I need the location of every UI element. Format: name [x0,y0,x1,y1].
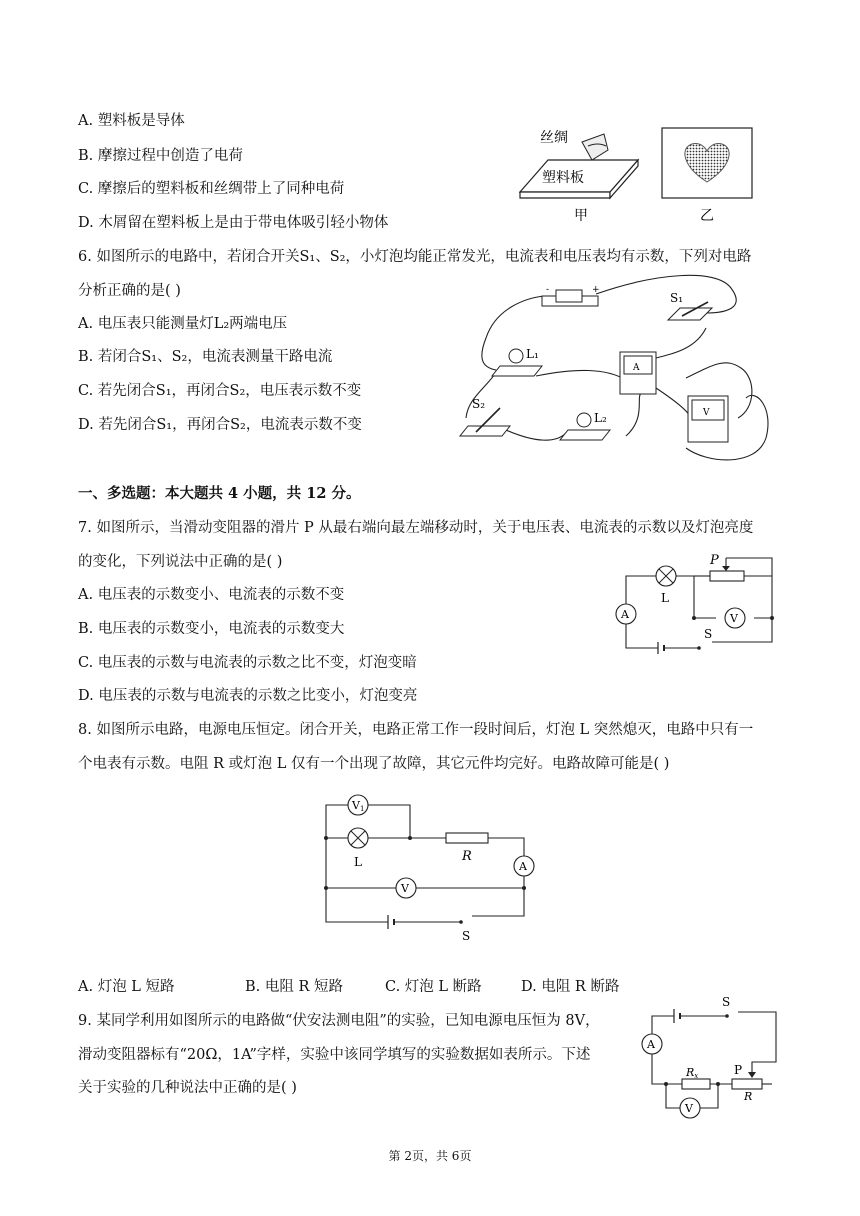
q8-option-a: A. 灯泡 L 短路 [78,979,175,995]
q7-option-d: D. 电压表的示数与电流表的示数之比变小，灯泡变亮 [78,688,418,704]
q9-label-r: R [744,1090,753,1103]
q5-caption-a: 甲 [574,208,588,224]
svg-text:+: + [592,285,600,295]
q6-label-ammeter: A [633,363,640,373]
q8-label-s: S [462,929,471,943]
q6-stem-1: 6. 如图所示的电路中，若闭合开关S₁、S₂，小灯泡均能正常发光，电流表和电压表均有示数，下列对电路 [78,249,752,265]
q5-caption-b: 乙 [700,208,714,224]
q9-label-a: A [647,1038,655,1051]
q6-option-a: A. 电压表只能测量灯L₂两端电压 [78,316,288,332]
q7-label-p: P [710,553,719,568]
q9-stem-3: 关于实验的几种说法中正确的是( ) [78,1080,297,1096]
q6-label-voltmeter: V [703,408,710,418]
q8-label-a: A [519,860,527,873]
q8-option-c: C. 灯泡 L 断路 [385,979,482,995]
q6-label-s2: S₂ [472,397,486,411]
q6-option-c: C. 若先闭合S₁，再闭合S₂，电压表示数不变 [78,383,362,399]
page-footer: 第 2页，共 6页 [388,1149,472,1163]
q8-label-l: L [354,855,362,869]
q9-stem-2: 滑动变阻器标有“20Ω，1A”字样，实验中该同学填写的实验数据如表所示。下述 [78,1047,591,1063]
q8-stem-1: 8. 如图所示电路，电源电压恒定。闭合开关，电路正常工作一段时间后，灯泡 L 突然熄灭，电路中只有一 [78,722,754,738]
q8-label-v: V [401,882,409,895]
q5-figure [512,120,772,230]
q5-option-d: D. 木屑留在塑料板上是由于带电体吸引轻小物体 [78,215,389,231]
q8-option-d: D. 电阻 R 断路 [521,979,620,995]
q9-label-v: V [685,1102,693,1115]
q8-stem-2: 个电表有示数。电阻 R 或灯泡 L 仅有一个出现了故障，其它元件均完好。电路故障可能是( ) [78,756,670,772]
q6-option-d: D. 若先闭合S₁，再闭合S₂，电流表示数不变 [78,417,362,433]
q6-figure [456,268,776,468]
q5-option-b: B. 摩擦过程中创造了电荷 [78,148,243,164]
svg-text:-: - [546,285,550,295]
section-header: 一、多选题：本大题共 4 小题，共 12 分。 [78,485,361,502]
q9-label-rx-sub: x [694,1072,699,1080]
q7-option-b: B. 电压表的示数变小，电流表的示数变大 [78,621,345,637]
q5-label-silk: 丝绸 [540,130,568,146]
q9-label-s: S [722,995,731,1009]
q6-stem-2: 分析正确的是( ) [78,283,181,299]
q8-label-r: R [462,849,472,864]
q5-option-a: A. 塑料板是导体 [78,113,185,129]
q9-label-rx-main: R [686,1066,695,1079]
q7-stem-2: 的变化，下列说法中正确的是( ) [78,554,283,570]
q6-label-s1: S₁ [670,291,684,305]
q7-option-a: A. 电压表的示数变小、电流表的示数不变 [78,587,345,603]
q8-figure [314,782,554,944]
q9-label-p: P [734,1063,743,1077]
q8-label-v1-main: V [352,799,360,812]
q5-label-board: 塑料板 [542,170,584,186]
q6-option-b: B. 若闭合S₁、S₂，电流表测量干路电流 [78,349,333,365]
q7-stem-1: 7. 如图所示，当滑动变阻器的滑片 P 从最右端向最左端移动时，关于电压表、电流表的示数以及灯泡亮度 [78,520,754,536]
q6-label-l1: L₁ [526,347,539,361]
q7-option-c: C. 电压表的示数与电流表的示数之比不变，灯泡变暗 [78,655,417,671]
q7-label-a: A [621,608,629,621]
q9-label-rx [685,1066,698,1080]
q7-label-v: V [730,612,738,625]
q7-label-s: S [704,627,713,641]
q8-option-b: B. 电阻 R 短路 [245,979,344,995]
q7-label-l: L [661,591,669,605]
q9-figure [634,990,784,1120]
q9-stem-1: 9. 某同学利用如图所示的电路做“伏安法测电阻”的实验，已知电源电压恒为 8V， [78,1013,600,1029]
q5-option-c: C. 摩擦后的塑料板和丝绸带上了同种电荷 [78,181,345,197]
q7-figure [606,544,790,660]
q8-label-v1-sub: 1 [359,805,365,813]
q6-label-l2: L₂ [594,411,607,425]
